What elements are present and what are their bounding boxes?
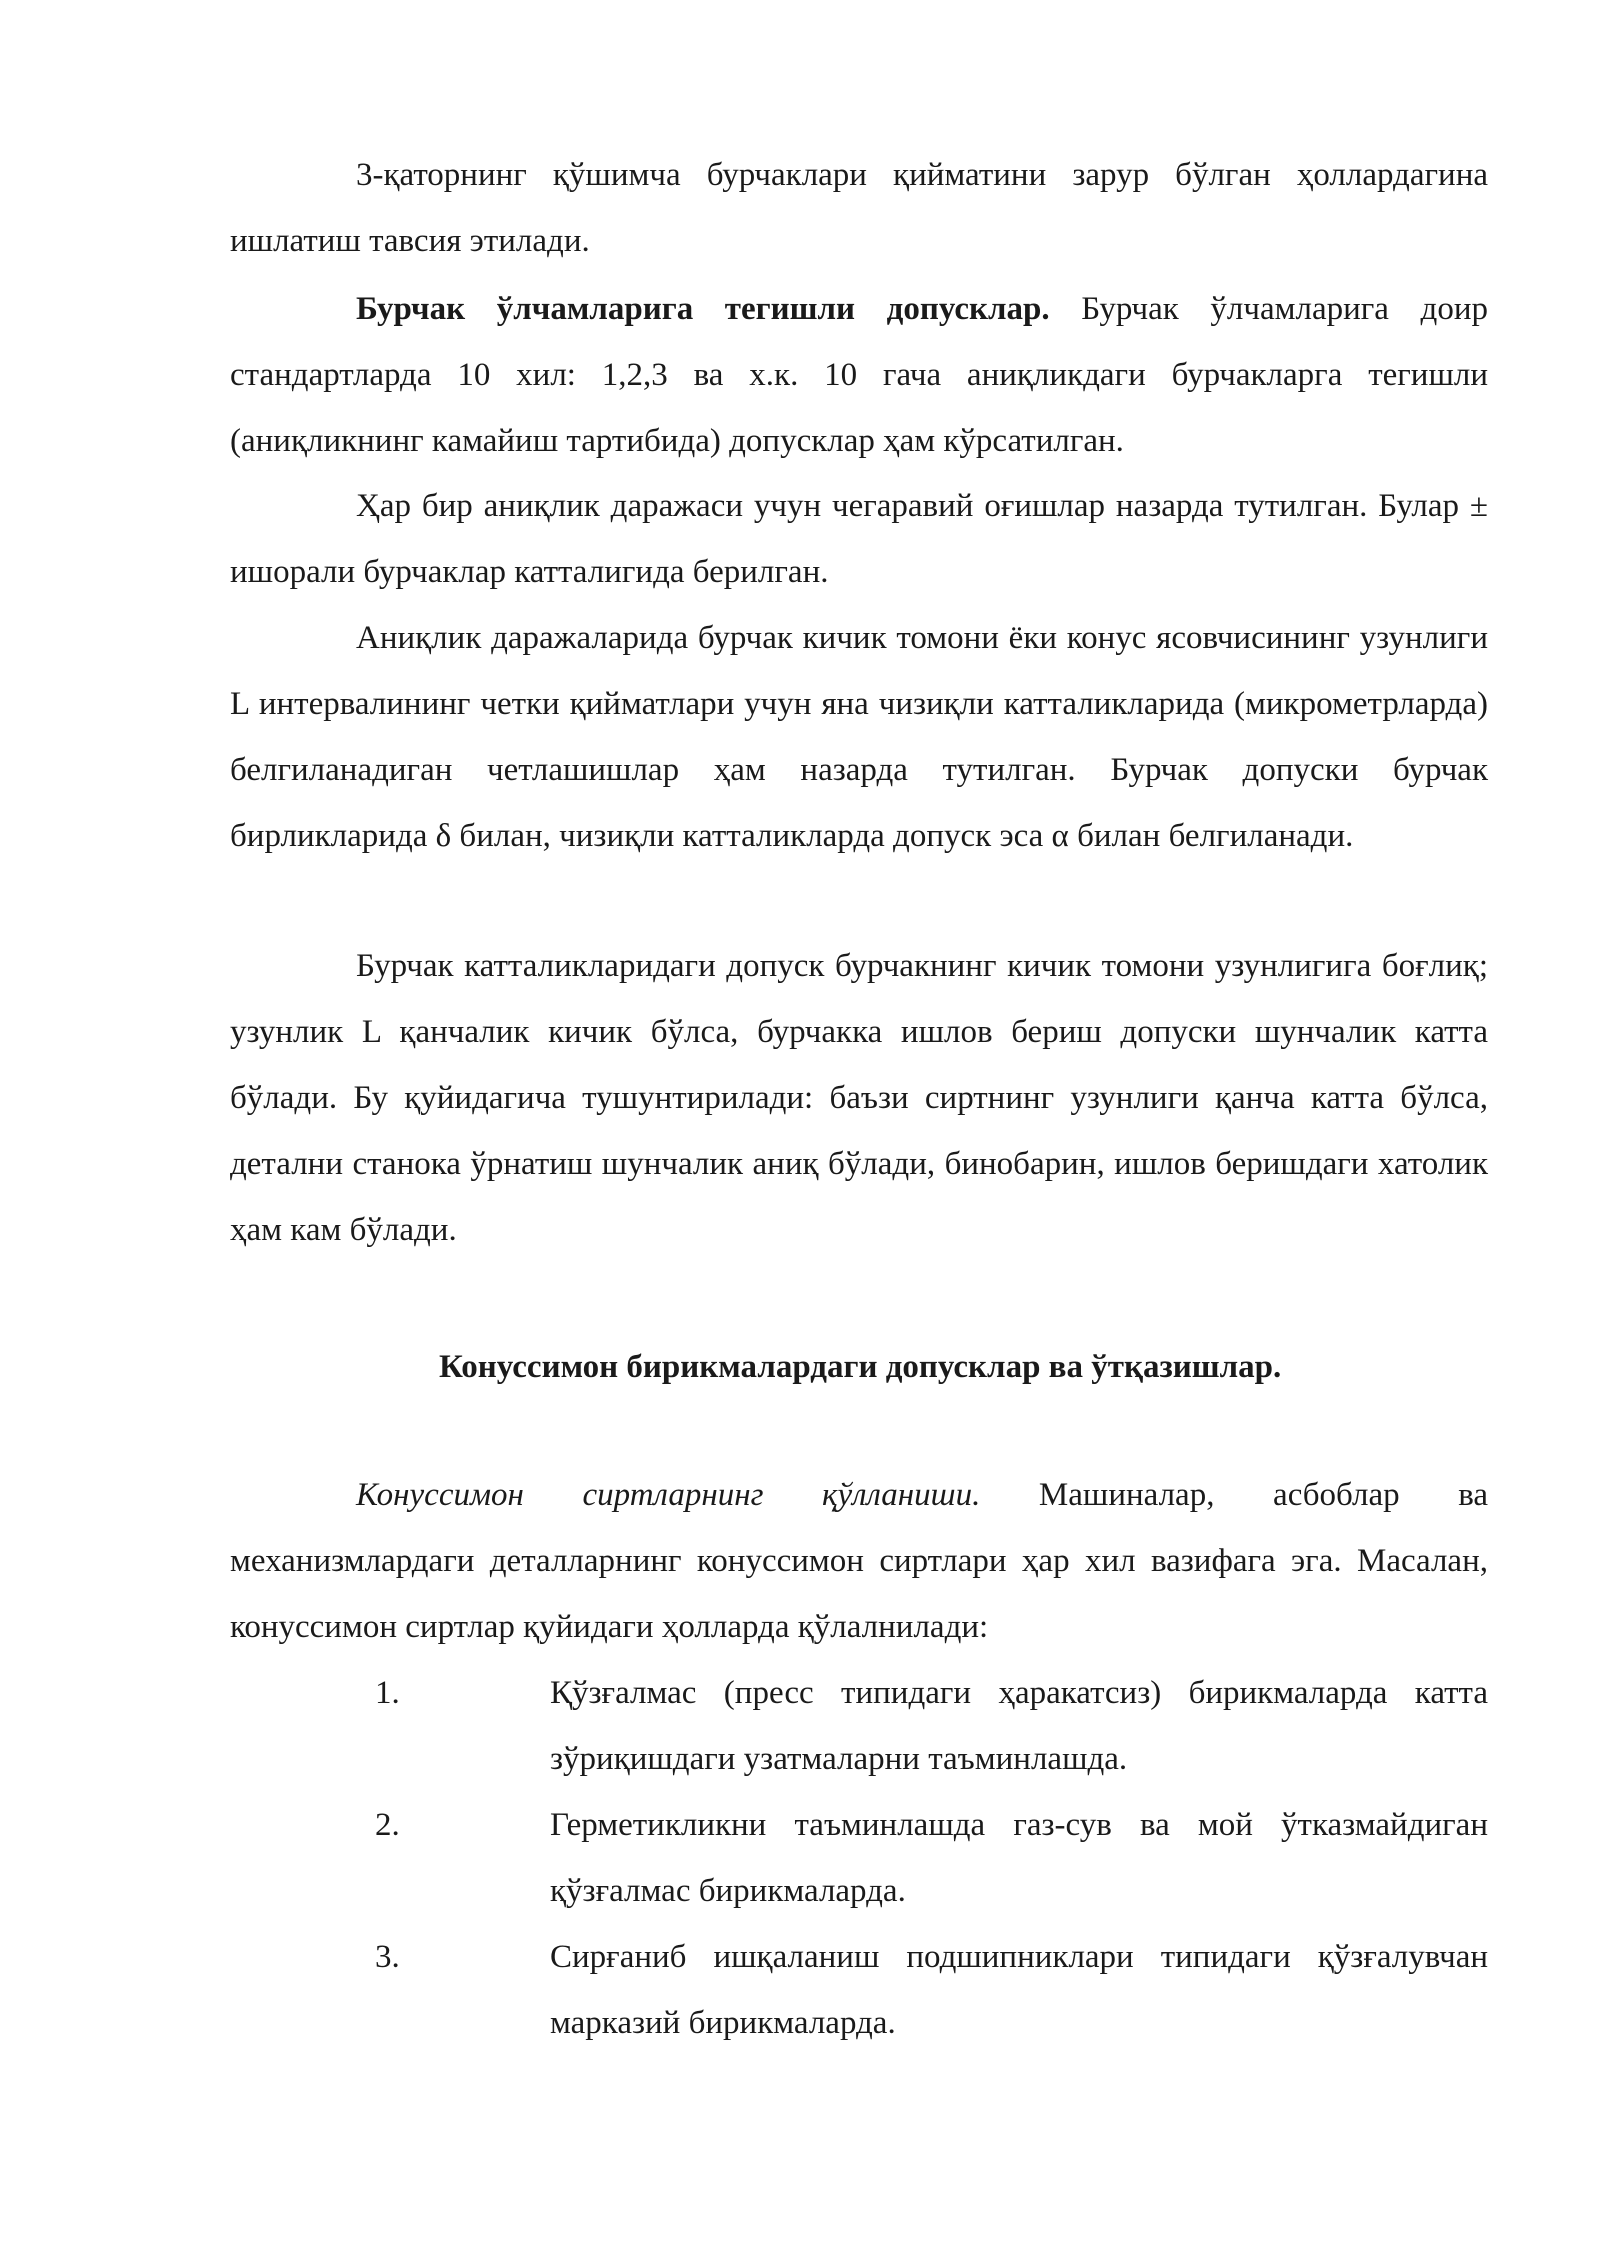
paragraph-2-body: Бурчак ўлчамларига доир стандартларда 10 хил: 1,2,3 ва х.к. 10 гача аниқликдаги бурчакларга тегишли (аниқликнинг камайиш тартибида) допусклар ҳам кўрсатилган. [230,291,1488,459]
list-item-text: Қўзғалмас (пресс типидаги ҳаракатсиз) бирикмаларда катта зўриқишдаги узатмаларни таъминлашда. [550,1675,1488,1777]
paragraph-6-body: Машиналар, асбоблар ва механизмлардаги деталларнинг конуссимон сиртлари ҳар хил вазифага эга. Масалан, конуссимон сиртлар қуйидаги ҳолларда қўлалнилади: [230,1477,1489,1645]
paragraph-6 [230,1462,1488,1660]
list-item-text: Герметикликни таъминлашда газ-сув ва мой ўтказмайдиган қўзғалмас бирикмаларда. [550,1807,1488,1909]
list-item-number: 1. [375,1675,400,1711]
list-item-number: 2. [375,1807,400,1843]
paragraph-4 [230,605,1488,869]
paragraph-4-text: Аниқлик даражаларида бурчак кичик томони ёки конус ясовчисининг узунлиги L интервалининг четки қийматлари учун яна чизиқли катталикларида (микрометрларда) белгиланадиган четлашишлар ҳам назарда тутилган. Бурчак допуски бурчак бирликларида δ билан, чизиқли катталикларда допуск эса α билан белгиланади. [230,620,1488,854]
paragraph-6-italic-lead: Конуссимон сиртларнинг қўлланиши. [356,1477,981,1513]
list-item [230,1924,1488,2056]
paragraph-1-text: 3-қаторнинг қўшимча бурчаклари қийматини зарур бўлган ҳоллардагина ишлатиш тавсия этилади. [230,157,1488,259]
paragraph-2 [230,276,1488,474]
list-item-text: Сирғаниб ишқаланиш подшипниклари типидаги қўзғалувчан марказий бирикмаларда. [550,1939,1488,2041]
paragraph-6-text [230,1462,1488,1660]
paragraph-1 [230,142,1488,274]
list-item [230,1792,1488,1924]
paragraph-2-text [230,276,1488,474]
numbered-list [230,1660,1488,2056]
paragraph-3 [230,473,1488,605]
list-item [230,1660,1488,1792]
paragraph-5 [230,933,1488,1263]
section-heading: Конуссимон бирикмалардаги допусклар ва ўтқазишлар. [439,1349,1282,1385]
paragraph-2-bold-lead: Бурчак ўлчамларига тегишли допусклар. [356,291,1050,327]
paragraph-5-text: Бурчак катталикларидаги допуск бурчакнинг кичик томони узунлигига боғлиқ; узунлик L қанчалик кичик бўлса, бурчакка ишлов бериш допуски шунчалик катта бўлади. Бу қуйидагича тушунтирилади: баъзи сиртнинг узунлиги қанча катта бўлса, детални станока ўрнатиш шунчалик аниқ бўлади, бинобарин, ишлов беришдаги хатолик ҳам кам бўлади. [230,948,1488,1248]
list-item-number: 3. [375,1939,400,1975]
paragraph-3-text: Ҳар бир аниқлик даражаси учун чегаравий оғишлар назарда тутилган. Булар ± ишорали бурчаклар катталигида берилган. [230,488,1488,590]
